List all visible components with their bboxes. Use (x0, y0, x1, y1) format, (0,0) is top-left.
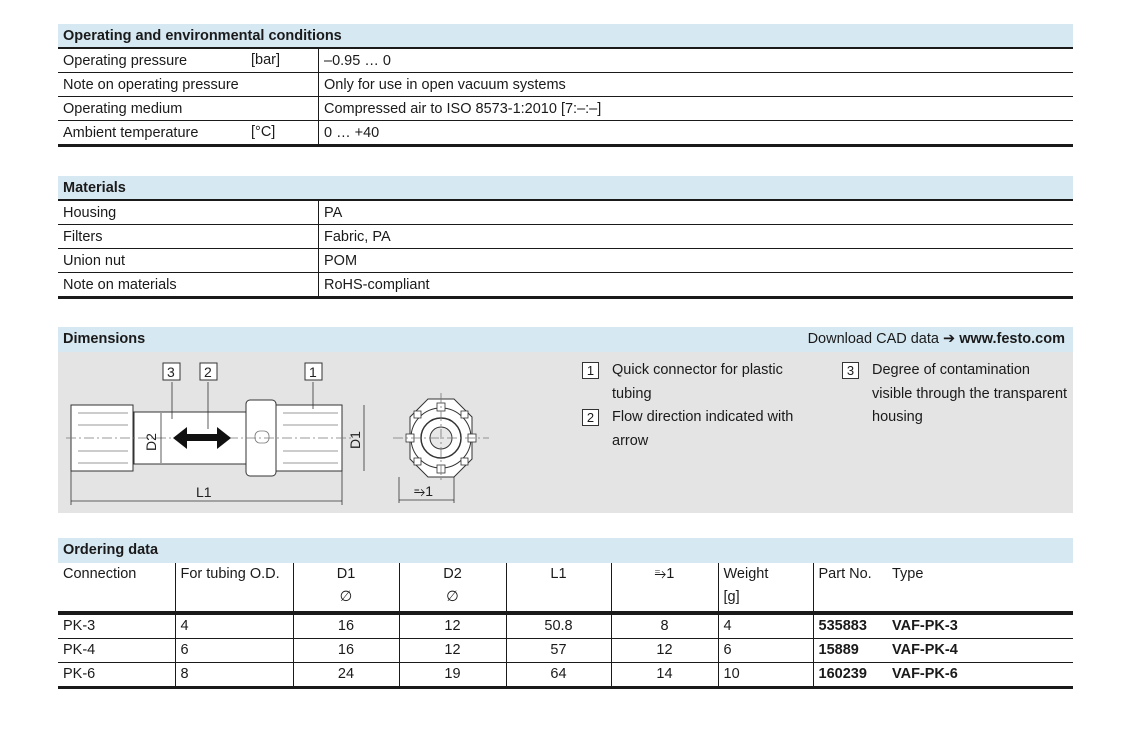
row-value: Compressed air to ISO 8573-1:2010 [7:–:–] (319, 97, 1074, 121)
cell-type: VAF-PK-4 (887, 639, 1073, 663)
legend-text: Flow direction indicated with arrow (612, 409, 794, 449)
dimensions-section (58, 327, 1073, 513)
dimension-drawing (58, 353, 498, 513)
table-row (58, 639, 1073, 663)
d1-label: D1 (347, 431, 363, 449)
cell-connection: PK-4 (58, 639, 175, 663)
cell-d1: 16 (293, 613, 399, 639)
legend-item (582, 406, 812, 453)
cell-l1: 57 (506, 639, 611, 663)
col-header-part: Part No. (813, 563, 887, 613)
row-unit: [°C] (251, 124, 276, 140)
cell-weight: 4 (718, 613, 813, 639)
diameter-icon: ∅ (339, 589, 353, 605)
legend-text: Degree of contamination visible through the transparent housing (872, 362, 1068, 425)
row-label: Operating pressure (63, 52, 188, 69)
cell-type: VAF-PK-6 (887, 663, 1073, 688)
row-label: Note on materials (58, 273, 319, 298)
cell-tubing: 8 (175, 663, 293, 688)
table-row (58, 273, 1073, 298)
legend-number: 2 (582, 409, 599, 426)
row-value: POM (319, 249, 1074, 273)
table-row (58, 201, 1073, 225)
cell-l1: 64 (506, 663, 611, 688)
col-header-l1: L1 (506, 563, 611, 613)
callout-2: 2 (204, 364, 212, 380)
table-row (58, 249, 1073, 273)
cell-tubing: 6 (175, 639, 293, 663)
materials-section (58, 176, 1073, 299)
cell-wrench: 8 (611, 613, 718, 639)
cell-wrench: 14 (611, 663, 718, 688)
callout-1: 1 (309, 364, 317, 380)
table-row (58, 49, 1073, 73)
legend-number: 1 (582, 362, 599, 379)
col-header-weight: Weight (723, 566, 769, 582)
legend-number: 3 (842, 362, 859, 379)
legend-item (582, 359, 812, 406)
table-row (58, 97, 1073, 121)
weight-unit: [g] (723, 589, 740, 605)
cell-weight: 10 (718, 663, 813, 688)
cell-d1: 16 (293, 639, 399, 663)
table-row (58, 73, 1073, 97)
operating-conditions-section (58, 24, 1073, 147)
row-value: PA (319, 201, 1074, 225)
diameter-icon: ∅ (446, 589, 459, 605)
col-header-tubing: For tubing O.D. (175, 563, 293, 613)
ordering-data-title: Ordering data (58, 538, 1073, 563)
download-cad-link[interactable] (808, 327, 1065, 352)
festo-url: www.festo.com (959, 331, 1065, 347)
row-unit: [bar] (251, 52, 281, 68)
col-header-wrench: ⥱1 (611, 563, 718, 613)
cell-connection: PK-6 (58, 663, 175, 688)
materials-table (58, 201, 1073, 299)
legend-item (842, 359, 1070, 430)
ordering-data-section (58, 538, 1073, 689)
arrow-right-icon: ➔ (943, 331, 956, 347)
cell-weight: 6 (718, 639, 813, 663)
l1-label: L1 (196, 484, 212, 500)
row-value: RoHS-compliant (319, 273, 1074, 298)
operating-conditions-title: Operating and environmental conditions (58, 24, 1073, 49)
row-value: Fabric, PA (319, 225, 1074, 249)
table-row (58, 225, 1073, 249)
col-header-d2: D2 (443, 566, 462, 582)
row-label: Ambient temperature (63, 124, 199, 141)
ordering-data-table (58, 563, 1073, 689)
legend-text: Quick connector for plastic tubing (612, 362, 783, 402)
cell-connection: PK-3 (58, 613, 175, 639)
col-header-d1: D1 (336, 566, 356, 582)
row-value: Only for use in open vacuum systems (319, 73, 1074, 97)
end-view (393, 393, 489, 503)
callout-3: 3 (167, 364, 175, 380)
cell-tubing: 4 (175, 613, 293, 639)
col-header-connection: Connection (58, 563, 175, 613)
cell-l1: 50.8 (506, 613, 611, 639)
operating-conditions-table (58, 49, 1073, 147)
col-header-type: Type (887, 563, 1073, 613)
cell-part-number: 535883 (813, 613, 887, 639)
row-label: Filters (58, 225, 319, 249)
table-row (58, 613, 1073, 639)
cell-type: VAF-PK-3 (887, 613, 1073, 639)
row-label: Operating medium (63, 100, 183, 117)
row-value: –0.95 … 0 (319, 49, 1074, 73)
cell-d2: 19 (399, 663, 506, 688)
table-row (58, 663, 1073, 688)
table-row (58, 121, 1073, 146)
d2-label: D2 (143, 433, 159, 451)
row-label: Housing (58, 201, 319, 225)
cell-wrench: 12 (611, 639, 718, 663)
materials-title: Materials (58, 176, 1073, 201)
row-value: 0 … +40 (319, 121, 1074, 146)
row-label: Note on operating pressure (63, 76, 239, 93)
cell-part-number: 15889 (813, 639, 887, 663)
table-header-row (58, 563, 1073, 613)
cell-d2: 12 (399, 613, 506, 639)
dimensions-title: Dimensions (63, 331, 146, 347)
cell-d2: 12 (399, 639, 506, 663)
wrench-size-label: ⥱1 (414, 483, 433, 499)
cell-d1: 24 (293, 663, 399, 688)
cell-part-number: 160239 (813, 663, 887, 688)
download-cad-text: Download CAD data (807, 331, 939, 347)
row-label: Union nut (58, 249, 319, 273)
